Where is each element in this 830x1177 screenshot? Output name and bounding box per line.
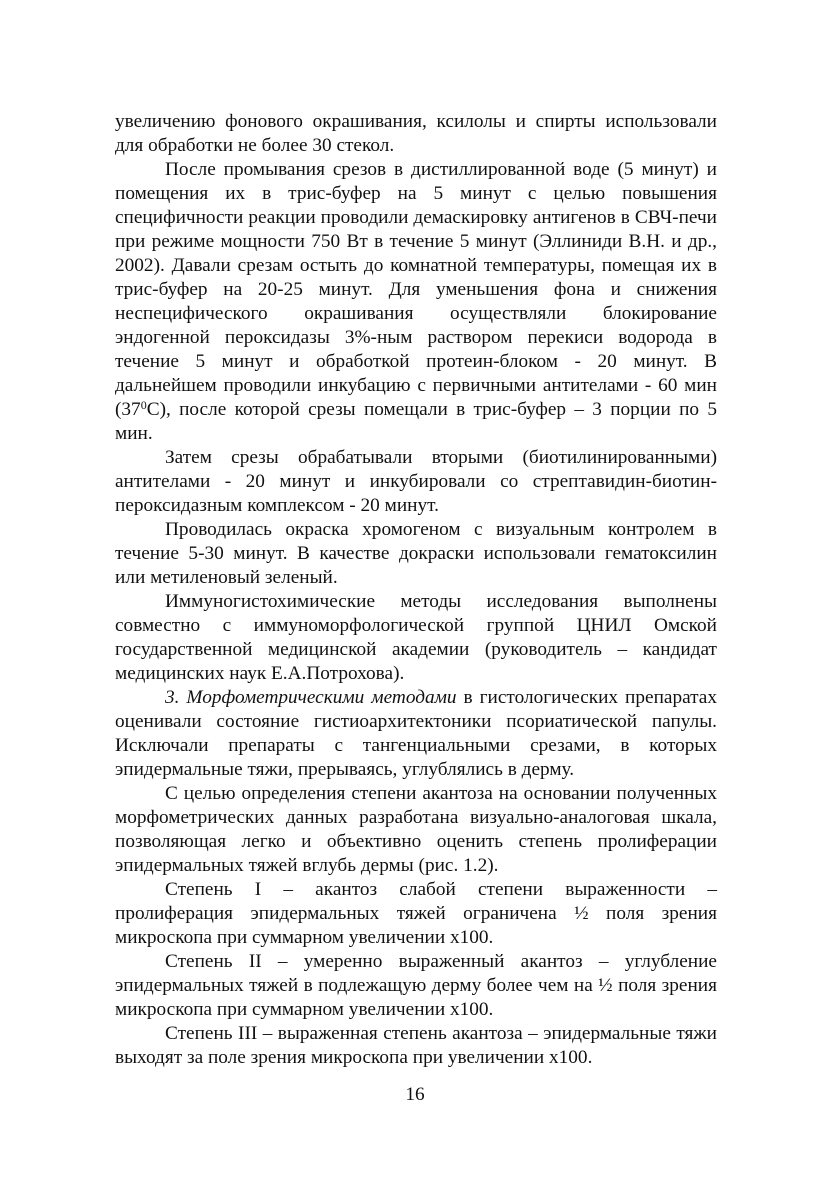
paragraph-acanthosis-scale: С целью определения степени акантоза на основании полученных морфометрических данных разработана визуально-аналоговая шкала, позволяющая легко и объективно оценить степень пролиферации эпидермальных тяжей вглубь дермы (рис. 1.2). (115, 783, 717, 876)
paragraph-immunohistochemistry: Иммуногистохимические методы исследования выполнены совместно с иммуноморфологической группой ЦНИЛ Омской государственной медицинской академии (руководитель – кандидат медицинских наук Е.А.Потрохова). (115, 591, 717, 684)
paragraph-degree-1: Степень I – акантоз слабой степени выраженности – пролиферация эпидермальных тяжей ограничена ½ поля зрения микроскопа при суммарном увеличении х100. (115, 879, 717, 948)
paragraph-antigen-retrieval-text: После промывания срезов в дистиллированной воде (5 минут) и помещения их в трис-буфер на 5 минут с целью повышения специфичности реакции проводили демаскировку антигенов в СВЧ-печи при режиме мощности 750 Вт в течение 5 минут (Эллиниди В.Н. и др., 2002). Давали срезам остыть до комнатной температуры, помещая их в трис-буфер на 20-25 минут. Для уменьшения фона и снижения неспецифического окрашивания осуществляли блокирование эндогенной пероксидазы 3%-ным раствором перекиси водорода в течение 5 минут и обработкой протеин-блоком - 20 минут. В дальнейшем проводили инкубацию с первичными антителами - 60 мин (37 (115, 159, 717, 420)
temperature-superscript: 0 (140, 398, 147, 412)
paragraph-continuation: увеличению фонового окрашивания, ксилолы и спирты использовали для обработки не более 30 стекол. (115, 111, 717, 156)
paragraph-morphometry-text: в гистологических препаратах оценивали состояние гистиоархитектоники псориатической папулы. Исключали препараты с тангенциальными срезами, в которых эпидермальные тяжи, прерываясь, углублялись в дерму. (115, 687, 718, 780)
paragraph-degree-2: Степень II – умеренно выраженный акантоз – углубление эпидермальных тяжей в подлежащую дерму более чем на ½ поля зрения микроскопа при суммарном увеличении х100. (115, 951, 717, 1020)
paragraph-degree-3: Степень III – выраженная степень акантоза – эпидермальные тяжи выходят за поле зрения микроскопа при увеличении х100. (115, 1023, 717, 1068)
page-number: 16 (405, 1084, 425, 1105)
paragraph-secondary-antibodies: Затем срезы обрабатывали вторыми (биотилинированными) антителами - 20 минут и инкубировали со стрептавидин-биотин-пероксидазным комплексом - 20 минут. (115, 447, 717, 516)
paragraph-morphometry (115, 686, 717, 782)
paragraph-antigen-retrieval-tail: С), после которой срезы помещали в трис-буфер – 3 порции по 5 мин. (115, 399, 717, 444)
paragraph-chromogen: Проводилась окраска хромогеном с визуальным контролем в течение 5-30 минут. В качестве докраски использовали гематоксилин или метиленовый зеленый. (115, 519, 717, 588)
document-page (115, 110, 717, 1070)
paragraph-antigen-retrieval (115, 158, 717, 446)
morphometry-heading: 3. Морфометрическими методами (165, 687, 457, 708)
